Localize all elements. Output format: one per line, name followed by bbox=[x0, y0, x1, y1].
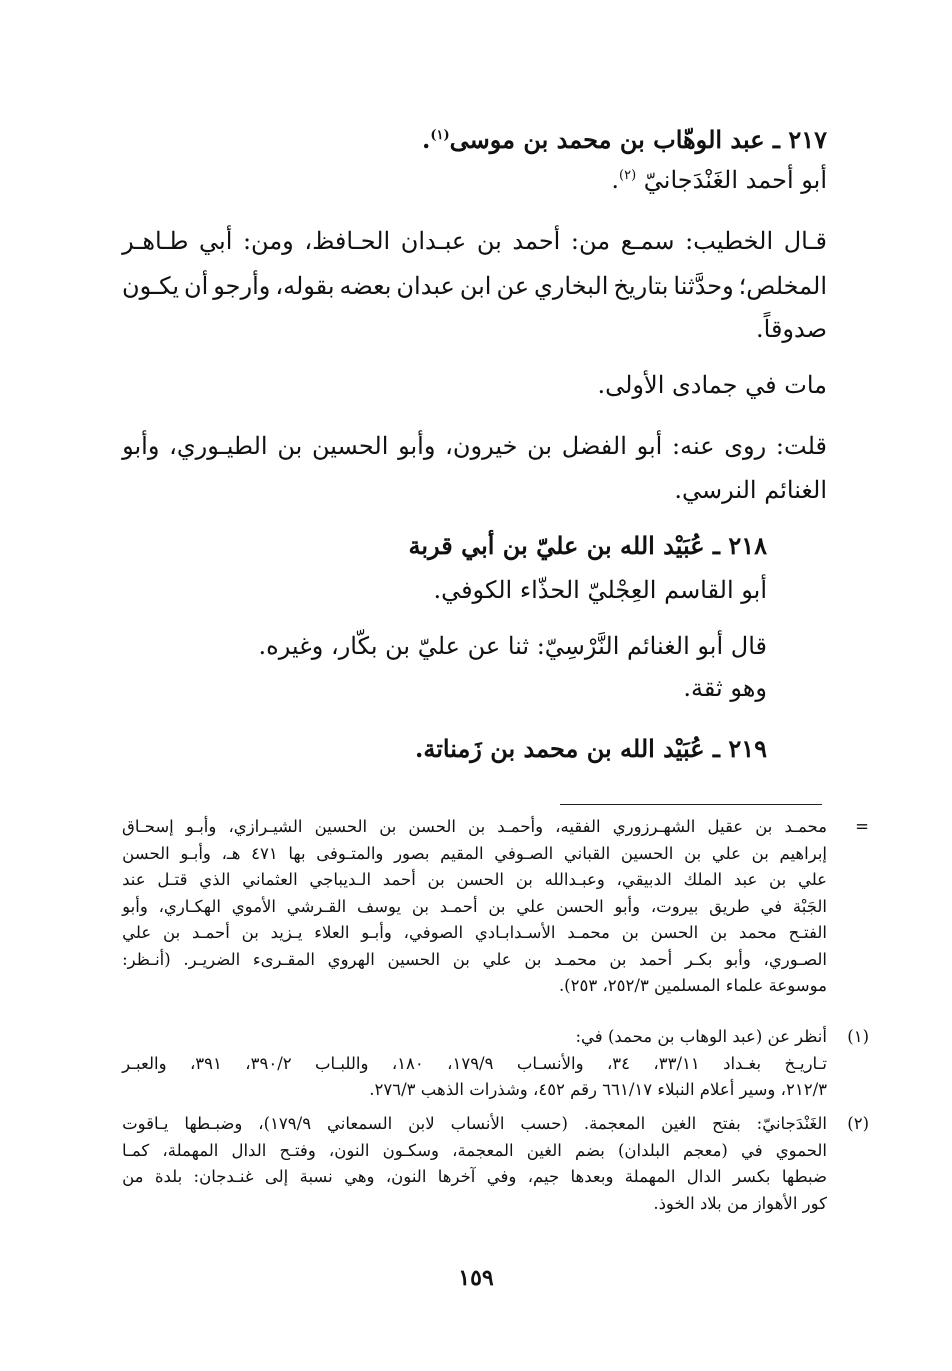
word: البخاري bbox=[534, 272, 609, 300]
word: بن bbox=[488, 896, 506, 916]
word: من bbox=[122, 1167, 144, 1186]
word: أبي bbox=[199, 227, 233, 255]
word: والعبـر bbox=[122, 1053, 167, 1073]
entry-218-para1: قال أبو الغنائم النَّرْسِيّ: ثنا عن عليّ بن بكّار، وغيره. bbox=[258, 632, 767, 660]
word: الحسين bbox=[311, 432, 389, 460]
word: الجَبْة bbox=[792, 896, 827, 916]
word: المخلص؛ bbox=[738, 272, 827, 300]
word: روى bbox=[724, 432, 767, 460]
word: أن bbox=[184, 272, 209, 300]
word: وهي bbox=[344, 1167, 375, 1186]
word: وأبو bbox=[122, 432, 160, 460]
word: يوسف bbox=[357, 896, 402, 916]
word: علي bbox=[482, 949, 512, 969]
word: بغـداد bbox=[723, 1053, 762, 1073]
page-number: ١٥٩ bbox=[458, 1265, 494, 1291]
word: بكسر bbox=[732, 1167, 771, 1186]
word: علي bbox=[122, 923, 152, 942]
word: الفضل bbox=[561, 432, 627, 460]
word: القـرشي bbox=[286, 896, 347, 916]
word: محمد bbox=[739, 923, 777, 942]
word: بن bbox=[277, 432, 303, 460]
word: بن bbox=[751, 843, 769, 863]
entry-217-para2-line1 bbox=[122, 428, 827, 464]
word: المعجمة. bbox=[583, 1114, 646, 1133]
word: والأنسـاب bbox=[516, 1053, 584, 1073]
word: بضم bbox=[574, 1140, 605, 1160]
word: الحسن bbox=[408, 817, 456, 836]
word: الضريـر. bbox=[183, 949, 241, 969]
word: وأبـو bbox=[361, 923, 392, 942]
word: عقيل bbox=[707, 817, 744, 836]
word: بن bbox=[427, 870, 445, 889]
word: بن bbox=[452, 949, 470, 969]
word: بن bbox=[379, 817, 397, 836]
word: بن bbox=[621, 923, 639, 942]
word: ١٧٩/٩، bbox=[447, 1053, 494, 1073]
word: (أنـظر: bbox=[122, 949, 171, 969]
footnote-line: كور الأهواز من بلاد الخوذ. bbox=[653, 1193, 827, 1213]
word: العثماني bbox=[242, 870, 298, 889]
word: بن bbox=[710, 923, 728, 942]
word: الدال bbox=[686, 1167, 722, 1186]
word: أحمد bbox=[639, 949, 673, 969]
word: في bbox=[760, 896, 783, 916]
footnote-line bbox=[122, 1111, 827, 1138]
word: عبد bbox=[733, 870, 758, 889]
word: بعضه bbox=[339, 272, 392, 300]
word: الذي bbox=[199, 870, 231, 889]
footnote-line: ٢١٢/٣، وسير أعلام النبلاء ٦٦١/١٧ رقم ٤٥٢، وشذرات الذهب ٢٧٦/٣. bbox=[369, 1080, 827, 1099]
footnote-line bbox=[122, 947, 827, 974]
word: السمعاني bbox=[326, 1114, 393, 1133]
word: الأموي bbox=[231, 896, 277, 916]
entry-217-kunya-text: أبو أحمد الغَنْدَجانيّ bbox=[643, 166, 827, 194]
word: وضبـطها bbox=[184, 1114, 243, 1133]
word: يـاقوت bbox=[122, 1114, 169, 1133]
word: هـ، bbox=[221, 843, 241, 863]
word: وحدَّثنا bbox=[673, 272, 734, 300]
word: أحمـد bbox=[439, 896, 478, 916]
word: (حسب bbox=[520, 1114, 568, 1133]
word: بن bbox=[411, 896, 429, 916]
word: محمـد bbox=[554, 949, 597, 969]
entry-217-para1-line1 bbox=[122, 223, 827, 259]
word: ومن: bbox=[242, 227, 294, 255]
word: بكـر bbox=[684, 949, 713, 969]
word: لابن bbox=[408, 1114, 435, 1133]
word: أحمد bbox=[512, 227, 561, 255]
word: الأنساب bbox=[450, 1114, 505, 1133]
word: النون، bbox=[385, 1167, 427, 1186]
word: أحمد bbox=[382, 870, 416, 889]
word: العلاء bbox=[314, 923, 350, 942]
word: ابن bbox=[459, 272, 492, 300]
word: ٣٤، bbox=[606, 1053, 630, 1073]
word: الدبيقي، bbox=[616, 870, 672, 889]
word: بلدة bbox=[154, 1167, 183, 1186]
footnote-line bbox=[122, 841, 827, 868]
footnote-line: موسوعة علماء المسلمين ٢٥٢/٣، ٢٥٣). bbox=[558, 976, 827, 995]
word: آخرها bbox=[437, 1167, 476, 1186]
word: من: bbox=[570, 227, 611, 255]
entry-218-heading: ٢١٨ ـ عُبَيْد الله بن عليّ بن أبي قربة bbox=[408, 531, 767, 560]
word: علي bbox=[797, 870, 827, 889]
word: المهملة، bbox=[162, 1140, 219, 1160]
entry-217-kunya bbox=[611, 162, 827, 198]
entry-217-kunya-end: . bbox=[611, 166, 619, 194]
word: يكـون bbox=[122, 272, 180, 300]
word: وأبو bbox=[398, 432, 436, 460]
word: ٤٧١ bbox=[251, 843, 278, 863]
word: الحسن bbox=[122, 843, 170, 863]
word: محمـد bbox=[567, 923, 610, 942]
word: بن bbox=[524, 949, 542, 969]
word: الصـوري، bbox=[763, 949, 827, 969]
word: ٣٣/١١، bbox=[653, 1053, 700, 1073]
word: الحسين bbox=[387, 949, 441, 969]
footnote-line bbox=[122, 920, 827, 947]
footnote-ref-2[interactable]: (٢) bbox=[619, 168, 637, 183]
word: بن bbox=[769, 870, 787, 889]
word: المعجمة، bbox=[452, 1140, 514, 1160]
word: الهروي bbox=[327, 949, 375, 969]
word: أحمـد bbox=[192, 923, 230, 942]
word: الهكـاري، bbox=[158, 896, 221, 916]
word: المقـرىء bbox=[252, 949, 315, 969]
word: والمتـوفى bbox=[316, 843, 384, 863]
word: الحـافظ، bbox=[304, 227, 391, 255]
footnote-2-marker[interactable]: (٢) bbox=[847, 1114, 869, 1133]
footnote-line bbox=[122, 867, 827, 894]
word: عنه: bbox=[672, 432, 715, 460]
entry-217-para2-line2: الغنائم النرسي. bbox=[674, 476, 827, 504]
word: الحسن bbox=[650, 923, 699, 942]
footnote-separator bbox=[560, 804, 822, 805]
word: الـديباجي bbox=[309, 870, 372, 889]
word: المهملة bbox=[624, 1167, 676, 1186]
word: الأسـدابـادي bbox=[474, 923, 556, 942]
word: عبدان bbox=[396, 272, 455, 300]
word: وأبو bbox=[614, 896, 641, 916]
word: في bbox=[740, 1140, 763, 1160]
entry-218-kunya: أبو القاسم العِجْليّ الحذّاء الكوفي. bbox=[433, 576, 767, 604]
word: بن bbox=[527, 432, 553, 460]
word: قلت: bbox=[775, 432, 827, 460]
word: الفتـح bbox=[788, 923, 827, 942]
word: الخطيب: bbox=[685, 227, 774, 255]
word: طـاهـر bbox=[122, 227, 189, 255]
word: النون، bbox=[328, 1140, 370, 1160]
word: بها bbox=[288, 843, 306, 863]
word: الشيـرازي، bbox=[228, 817, 303, 836]
entry-217-heading-text: ٢١٧ ـ عبد الوهّاب بن محمد بن موسى bbox=[449, 125, 827, 154]
word: الصـوفي bbox=[494, 843, 554, 863]
word: تـاريـخ bbox=[784, 1053, 827, 1073]
word: وفي bbox=[486, 1167, 517, 1186]
word: أبو bbox=[636, 432, 663, 460]
footnote-line bbox=[122, 1164, 827, 1191]
word: إلى bbox=[264, 1167, 289, 1186]
word: ٣٩٠/٢، bbox=[245, 1053, 292, 1073]
word: الفقيه، bbox=[555, 817, 601, 836]
word: محمـد bbox=[784, 817, 827, 836]
word: البلدان) bbox=[618, 1140, 670, 1160]
word: وأبـو bbox=[185, 817, 217, 836]
word: عن bbox=[496, 272, 530, 300]
word: يـزيد bbox=[270, 923, 303, 942]
word: بن bbox=[609, 949, 627, 969]
word: ٣٩١، bbox=[189, 1053, 222, 1073]
word: الغَنْدَجانيّ: bbox=[756, 1114, 827, 1133]
footnote-1-marker[interactable]: (١) bbox=[847, 1027, 869, 1046]
word: طريق bbox=[709, 896, 750, 916]
word: بصور bbox=[394, 843, 430, 863]
word: وأبو bbox=[122, 896, 148, 916]
footnote-line bbox=[122, 894, 827, 921]
word: بن bbox=[163, 923, 181, 942]
word: الحسن bbox=[556, 896, 604, 916]
word: وعبـدالله bbox=[544, 870, 605, 889]
word: بتاريخ bbox=[613, 272, 669, 300]
footnote-line bbox=[122, 814, 827, 841]
word: سمـع bbox=[620, 227, 675, 255]
word: واللبـاب bbox=[315, 1053, 369, 1073]
word: بيروت، bbox=[650, 896, 699, 916]
word: بفتح bbox=[712, 1114, 741, 1133]
word: قـال bbox=[783, 227, 827, 255]
word: جيم، bbox=[527, 1167, 560, 1186]
word: وأبـو bbox=[180, 843, 211, 863]
word: المقيم bbox=[440, 843, 484, 863]
word: بقوله، bbox=[275, 272, 335, 300]
word: قتـل bbox=[157, 870, 188, 889]
word: وأبو bbox=[725, 949, 751, 969]
word: إبراهيم bbox=[779, 843, 827, 863]
word: كمـا bbox=[122, 1140, 150, 1160]
footnote-line: أنظر عن (عبد الوهاب بن محمد) في: bbox=[575, 1027, 827, 1046]
entry-217-heading-end: . bbox=[421, 125, 431, 154]
word: علي bbox=[711, 843, 741, 863]
word: وبعدها bbox=[570, 1167, 614, 1186]
entry-217-death: مات في جمادى الأولى. bbox=[597, 371, 827, 399]
footnote-line bbox=[122, 1051, 827, 1078]
footnote-line bbox=[122, 1138, 827, 1165]
word: الغين bbox=[661, 1114, 697, 1133]
word: خيرون، bbox=[445, 432, 518, 460]
word: بن bbox=[241, 923, 259, 942]
word: عند bbox=[122, 870, 146, 889]
word: ضبطها bbox=[781, 1167, 827, 1186]
entry-218-para2: وهو ثقة. bbox=[683, 674, 767, 702]
word: الغين bbox=[526, 1140, 562, 1160]
word: الحسين bbox=[314, 817, 368, 836]
word: بن bbox=[476, 227, 502, 255]
word: ١٧٩/٩)، bbox=[258, 1114, 312, 1133]
word: الشهـرزوري bbox=[612, 817, 696, 836]
word: إسحـاق bbox=[122, 817, 174, 836]
word: وأحمـد bbox=[497, 817, 544, 836]
word: عبـدان bbox=[400, 227, 467, 255]
word: الحسن bbox=[456, 870, 504, 889]
word: الحسين bbox=[620, 843, 674, 863]
footnote-ref-1[interactable]: (١) bbox=[430, 128, 450, 143]
word: غنـدجان: bbox=[193, 1167, 254, 1186]
entry-217-para1-line2 bbox=[122, 268, 827, 304]
word: ١٨٠، bbox=[391, 1053, 424, 1073]
word: بن bbox=[515, 870, 533, 889]
entry-217-heading bbox=[422, 122, 827, 158]
word: بن bbox=[755, 817, 773, 836]
word: الملك bbox=[683, 870, 723, 889]
word: الحموي bbox=[775, 1140, 827, 1160]
word: القباني bbox=[563, 843, 611, 863]
word: الدال bbox=[231, 1140, 267, 1160]
word: وأرجو bbox=[213, 272, 271, 300]
word: (معجم bbox=[682, 1140, 728, 1160]
word: وسكـون bbox=[382, 1140, 439, 1160]
word: الصوفي، bbox=[403, 923, 464, 942]
entry-217-para1-line3: صدوقاً. bbox=[756, 315, 827, 343]
word: بن bbox=[468, 817, 486, 836]
word: بن bbox=[684, 843, 702, 863]
footnote-continuation-marker: = bbox=[855, 817, 869, 836]
entry-219-heading: ٢١٩ ـ عُبَيْد الله بن محمد بن زَمناتة. bbox=[414, 734, 767, 763]
word: علي bbox=[516, 896, 546, 916]
word: وفتـح bbox=[279, 1140, 316, 1160]
word: الطيـوري، bbox=[169, 432, 268, 460]
word: نسبة bbox=[299, 1167, 333, 1186]
